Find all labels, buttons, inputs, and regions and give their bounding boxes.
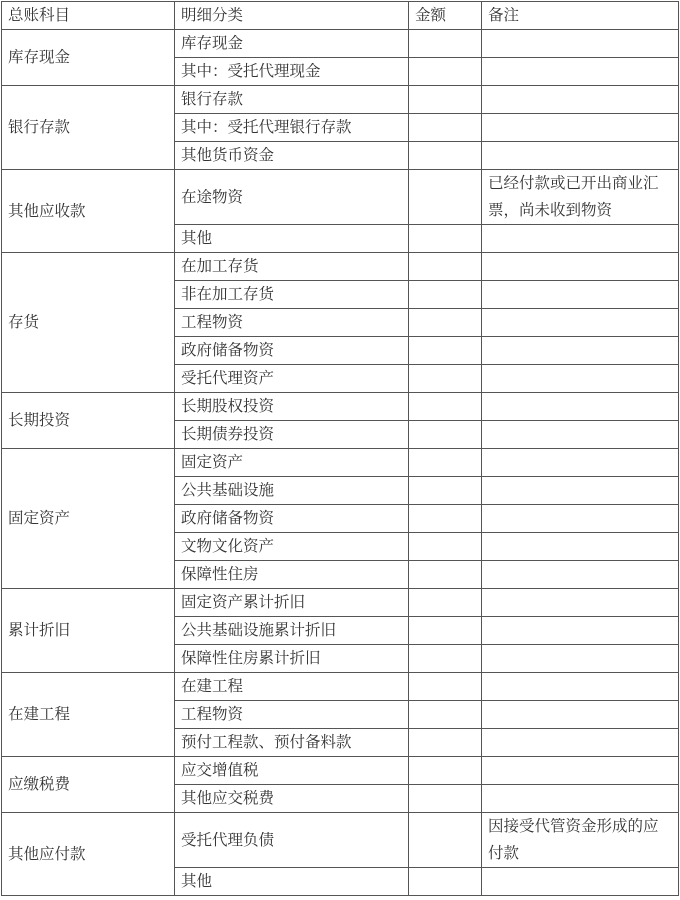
detail-cell: 在加工存货: [175, 253, 409, 281]
detail-cell: 工程物资: [175, 309, 409, 337]
amount-cell: [409, 365, 482, 393]
account-cell: 固定资产: [2, 449, 175, 589]
table-row: [2, 449, 679, 477]
header-row: [2, 2, 679, 30]
amount-cell: [409, 225, 482, 253]
amount-cell: [409, 868, 482, 896]
amount-cell: [409, 729, 482, 757]
note-cell: [482, 449, 679, 477]
detail-cell: 其他: [175, 225, 409, 253]
note-cell: [482, 505, 679, 533]
note-cell: [482, 114, 679, 142]
table-row: [2, 393, 679, 421]
account-cell: 累计折旧: [2, 589, 175, 673]
account-cell: 在建工程: [2, 673, 175, 757]
table-row: [2, 757, 679, 785]
table-row: [2, 86, 679, 114]
detail-cell: 预付工程款、预付备料款: [175, 729, 409, 757]
detail-cell: 其中：受托代理银行存款: [175, 114, 409, 142]
detail-cell: 库存现金: [175, 30, 409, 58]
detail-cell: 政府储备物资: [175, 337, 409, 365]
note-cell: [482, 785, 679, 813]
account-cell: 银行存款: [2, 86, 175, 170]
amount-cell: [409, 589, 482, 617]
note-cell: [482, 561, 679, 589]
note-cell: [482, 337, 679, 365]
note-cell: [482, 225, 679, 253]
table-row: [2, 170, 679, 225]
note-cell: [482, 701, 679, 729]
amount-cell: [409, 561, 482, 589]
note-cell: 已经付款或已开出商业汇票，尚未收到物资: [482, 170, 679, 225]
detail-cell: 固定资产: [175, 449, 409, 477]
detail-cell: 其他应交税费: [175, 785, 409, 813]
note-cell: [482, 673, 679, 701]
amount-cell: [409, 533, 482, 561]
amount-cell: [409, 253, 482, 281]
table-body: [2, 30, 679, 896]
note-cell: [482, 86, 679, 114]
note-cell: [482, 729, 679, 757]
amount-cell: [409, 337, 482, 365]
detail-cell: 在建工程: [175, 673, 409, 701]
detail-cell: 文物文化资产: [175, 533, 409, 561]
amount-cell: [409, 757, 482, 785]
header-account: 总账科目: [2, 2, 175, 30]
detail-cell: 受托代理资产: [175, 365, 409, 393]
header-detail: 明细分类: [175, 2, 409, 30]
note-cell: [482, 589, 679, 617]
note-cell: [482, 309, 679, 337]
amount-cell: [409, 58, 482, 86]
amount-cell: [409, 114, 482, 142]
note-cell: [482, 757, 679, 785]
account-cell: 应缴税费: [2, 757, 175, 813]
note-cell: [482, 617, 679, 645]
detail-cell: 公共基础设施累计折旧: [175, 617, 409, 645]
detail-cell: 长期股权投资: [175, 393, 409, 421]
detail-cell: 公共基础设施: [175, 477, 409, 505]
note-cell: [482, 253, 679, 281]
table-row: [2, 253, 679, 281]
amount-cell: [409, 673, 482, 701]
detail-cell: 保障性住房: [175, 561, 409, 589]
note-cell: [482, 365, 679, 393]
detail-cell: 非在加工存货: [175, 281, 409, 309]
amount-cell: [409, 813, 482, 868]
detail-cell: 其他: [175, 868, 409, 896]
amount-cell: [409, 281, 482, 309]
account-cell: 其他应付款: [2, 813, 175, 896]
detail-cell: 其中：受托代理现金: [175, 58, 409, 86]
note-cell: [482, 142, 679, 170]
table-row: [2, 30, 679, 58]
note-cell: [482, 421, 679, 449]
amount-cell: [409, 505, 482, 533]
amount-cell: [409, 477, 482, 505]
detail-cell: 银行存款: [175, 86, 409, 114]
amount-cell: [409, 617, 482, 645]
detail-cell: 在途物资: [175, 170, 409, 225]
account-cell: 存货: [2, 253, 175, 393]
table-row: [2, 589, 679, 617]
note-cell: [482, 393, 679, 421]
note-cell: [482, 533, 679, 561]
account-cell: 长期投资: [2, 393, 175, 449]
table-row: [2, 673, 679, 701]
header-amount: 金额: [409, 2, 482, 30]
amount-cell: [409, 86, 482, 114]
amount-cell: [409, 393, 482, 421]
detail-cell: 工程物资: [175, 701, 409, 729]
detail-cell: 保障性住房累计折旧: [175, 645, 409, 673]
detail-cell: 应交增值税: [175, 757, 409, 785]
amount-cell: [409, 30, 482, 58]
note-cell: 因接受代管资金形成的应付款: [482, 813, 679, 868]
amount-cell: [409, 421, 482, 449]
note-cell: [482, 30, 679, 58]
note-cell: [482, 58, 679, 86]
detail-cell: 政府储备物资: [175, 505, 409, 533]
detail-cell: 其他货币资金: [175, 142, 409, 170]
account-cell: 库存现金: [2, 30, 175, 86]
amount-cell: [409, 645, 482, 673]
note-cell: [482, 645, 679, 673]
amount-cell: [409, 449, 482, 477]
accounts-table: [1, 1, 679, 896]
header-note: 备注: [482, 2, 679, 30]
detail-cell: 受托代理负债: [175, 813, 409, 868]
amount-cell: [409, 309, 482, 337]
amount-cell: [409, 170, 482, 225]
amount-cell: [409, 785, 482, 813]
amount-cell: [409, 142, 482, 170]
table-row: [2, 813, 679, 868]
note-cell: [482, 868, 679, 896]
amount-cell: [409, 701, 482, 729]
detail-cell: 长期债券投资: [175, 421, 409, 449]
account-cell: 其他应收款: [2, 170, 175, 253]
detail-cell: 固定资产累计折旧: [175, 589, 409, 617]
note-cell: [482, 477, 679, 505]
note-cell: [482, 281, 679, 309]
